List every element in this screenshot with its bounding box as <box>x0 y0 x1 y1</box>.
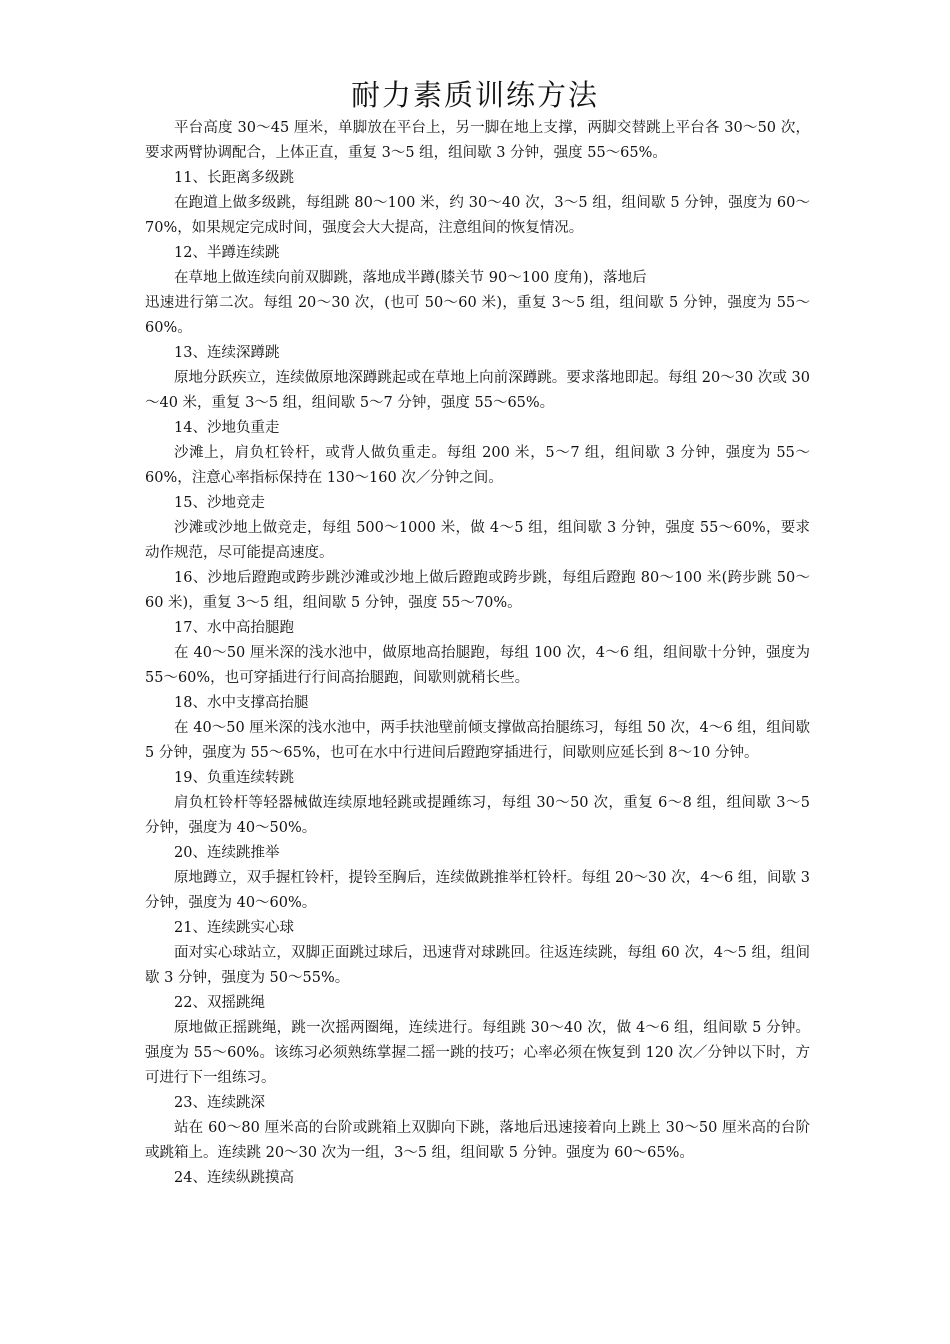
section-heading: 13、连续深蹲跳 <box>174 345 280 361</box>
section-heading: 18、水中支撑高抬腿 <box>174 695 309 711</box>
section-heading: 21、连续跳实心球 <box>174 920 294 936</box>
paragraph: 在 40～50 厘米深的浅水池中，两手扶池壁前倾支撑做高抬腿练习，每组 50 次，4～6 组，组间歇 5 分钟，强度为 55～65%，也可在水中行进间后蹬跑穿插进行，间歇则应延长到 8～10 分钟。 <box>145 720 810 761</box>
section-heading: 20、连续跳推举 <box>174 845 280 861</box>
paragraph: 面对实心球站立，双脚正面跳过球后，迅速背对球跳回。往返连续跳，每组 60 次，4～5 组，组间歇 3 分钟，强度为 50～55%。 <box>145 945 810 986</box>
section-heading: 23、连续跳深 <box>174 1095 265 1111</box>
section-heading: 22、双摇跳绳 <box>174 995 265 1011</box>
document-body <box>145 116 810 1191</box>
paragraph: 沙滩或沙地上做竞走，每组 500～1000 米，做 4～5 组，组间歇 3 分钟，强度 55～60%，要求动作规范，尽可能提高速度。 <box>145 520 810 561</box>
paragraph: 原地蹲立，双手握杠铃杆，提铃至胸后，连续做跳推举杠铃杆。每组 20～30 次，4～6 组，间歇 3 分钟，强度为 40～60%。 <box>145 870 810 911</box>
paragraph: 16、沙地后蹬跑或跨步跳沙滩或沙地上做后蹬跑或跨步跳，每组后蹬跑 80～100 米(跨步跳 50～60 米)，重复 3～5 组，组间歇 5 分钟，强度 55～70%。 <box>145 570 810 611</box>
section-heading: 12、半蹲连续跳 <box>174 245 280 261</box>
paragraph: 站在 60～80 厘米高的台阶或跳箱上双脚向下跳，落地后迅速接着向上跳上 30～50 厘米高的台阶或跳箱上。连续跳 20～30 次为一组，3～5 组，组间歇 5 分钟。强度为 60～65%。 <box>145 1120 810 1161</box>
paragraph: 原地做正摇跳绳，跳一次摇两圈绳，连续进行。每组跳 30～40 次，做 4～6 组，组间歇 5 分钟。强度为 55～60%。该练习必须熟练掌握二摇一跳的技巧；心率必须在恢复到 120 次／分钟以下时，方可进行下一组练习。 <box>145 1020 810 1086</box>
section-heading: 14、沙地负重走 <box>174 420 280 436</box>
paragraph: 迅速进行第二次。每组 20～30 次，(也可 50～60 米)，重复 3～5 组，组间歇 5 分钟，强度为 55～60%。 <box>145 295 810 336</box>
paragraph: 在跑道上做多级跳，每组跳 80～100 米，约 30～40 次，3～5 组，组间歇 5 分钟，强度为 60～70%，如果规定完成时间，强度会大大提高，注意组间的恢复情况。 <box>145 195 810 236</box>
section-heading: 15、沙地竞走 <box>174 495 265 511</box>
paragraph: 肩负杠铃杆等轻器械做连续原地轻跳或提踵练习，每组 30～50 次，重复 6～8 组，组间歇 3～5 分钟，强度为 40～50%。 <box>145 795 810 836</box>
page-title: 耐力素质训练方法 <box>350 78 599 113</box>
paragraph: 原地分跃疾立，连续做原地深蹲跳起或在草地上向前深蹲跳。要求落地即起。每组 20～30 次或 30～40 米，重复 3～5 组，组间歇 5～7 分钟，强度 55～65%。 <box>145 370 810 411</box>
paragraph: 在草地上做连续向前双脚跳，落地成半蹲(膝关节 90～100 度角)，落地后 <box>174 270 647 286</box>
section-heading: 19、负重连续转跳 <box>174 770 294 786</box>
paragraph: 在 40～50 厘米深的浅水池中，做原地高抬腿跑，每组 100 次，4～6 组，组间歇十分钟，强度为 55～60%，也可穿插进行行间高抬腿跑，间歇则就稍长些。 <box>145 645 810 686</box>
section-heading: 17、水中高抬腿跑 <box>174 620 294 636</box>
paragraph: 沙滩上，肩负杠铃杆，或背人做负重走。每组 200 米，5～7 组，组间歇 3 分钟，强度为 55～60%，注意心率指标保持在 130～160 次／分钟之间。 <box>145 445 810 486</box>
paragraph: 平台高度 30～45 厘米，单脚放在平台上，另一脚在地上支撑，两脚交替跳上平台各 30～50 次，要求两臂协调配合，上体正直，重复 3～5 组，组间歇 3 分钟，强度 55～65%。 <box>145 120 810 161</box>
section-heading: 11、长距离多级跳 <box>174 170 294 186</box>
section-heading: 24、连续纵跳摸高 <box>174 1170 294 1186</box>
